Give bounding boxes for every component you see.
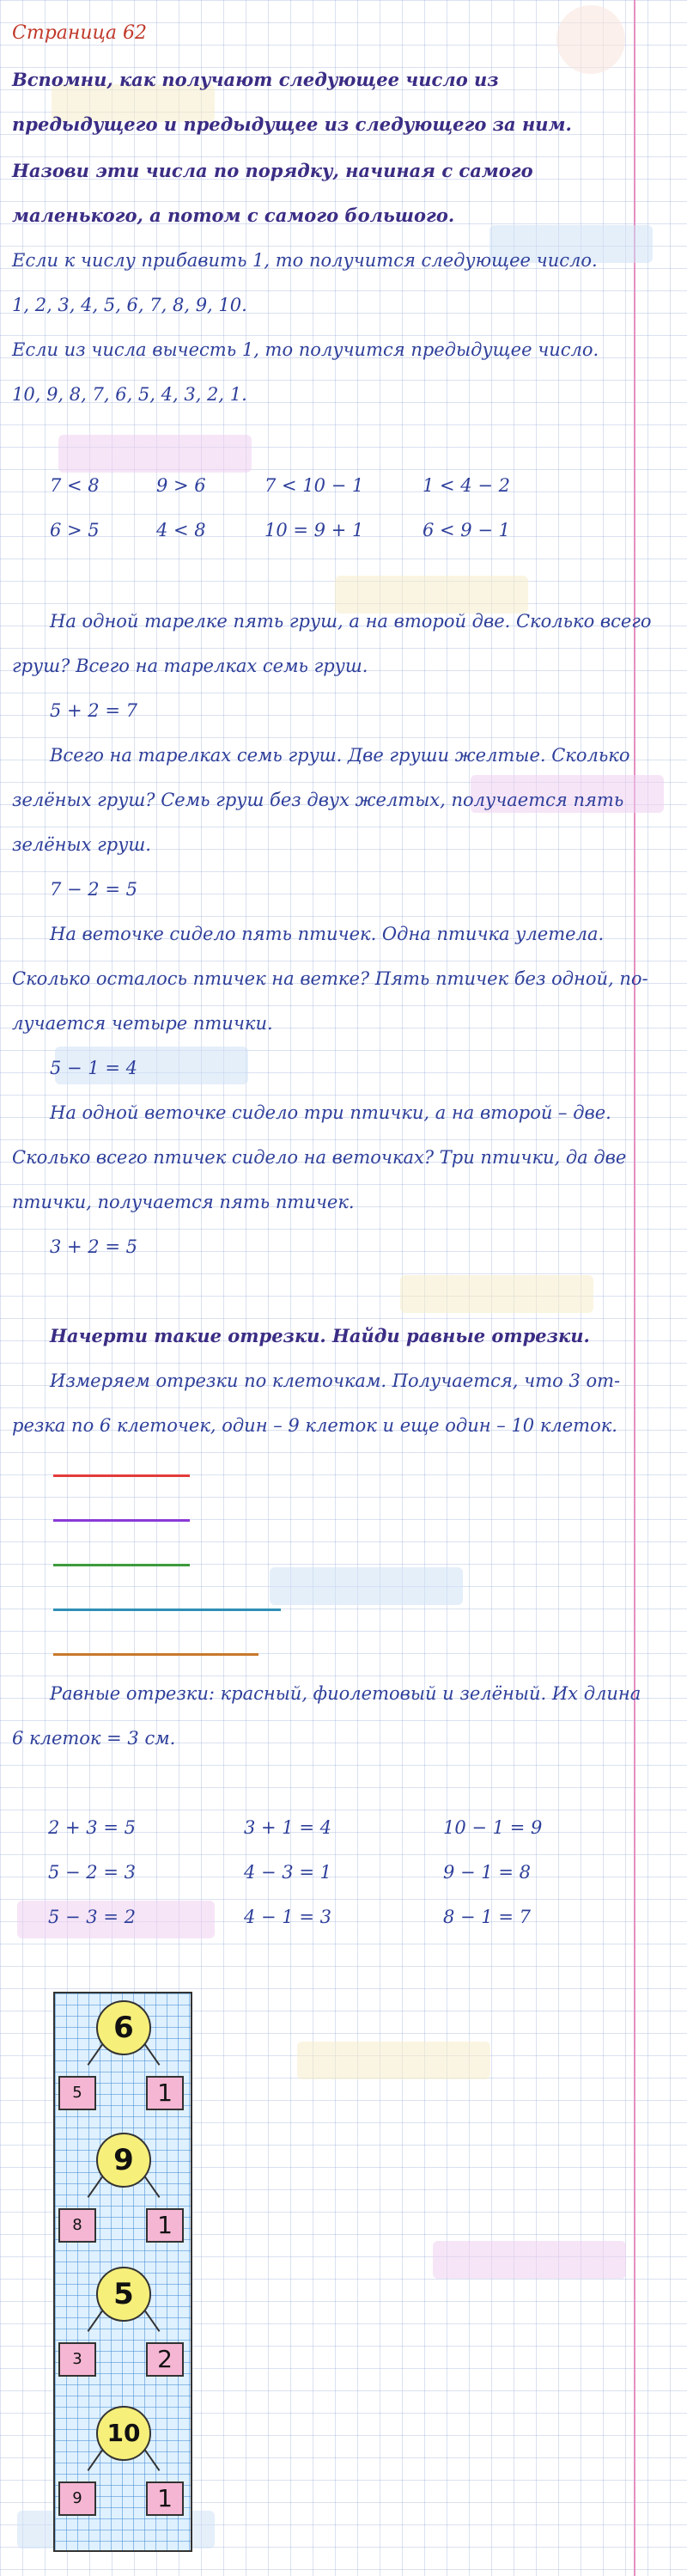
- comparison: 6 < 9 − 1: [423, 520, 510, 540]
- equation: 4 − 3 = 1: [244, 1862, 331, 1883]
- task-text: предыдущего и предыдущее из следующего за ним.: [12, 113, 572, 135]
- watermark: [400, 1275, 593, 1313]
- watermark: [58, 435, 252, 473]
- comparison: 7 < 10 − 1: [264, 475, 364, 496]
- problem-text: груш? Всего на тарелках семь груш.: [12, 656, 368, 676]
- tree-top-number: 9: [96, 2133, 151, 2188]
- equation: 10 − 1 = 9: [443, 1817, 543, 1838]
- watermark: [270, 1567, 463, 1605]
- tree-left-part: 8: [58, 2208, 96, 2243]
- task-text: Начерти такие отрезки. Найди равные отрезки.: [50, 1325, 590, 1346]
- problem-equation: 5 + 2 = 7: [50, 700, 137, 721]
- tree-branch: [88, 2043, 104, 2066]
- answer-text: Если из числа вычесть 1, то получится предыдущее число.: [12, 339, 599, 360]
- answer-text: 6 клеток = 3 см.: [12, 1728, 176, 1749]
- tree-left-part: 5: [58, 2076, 96, 2110]
- comparison: 6 > 5: [50, 520, 100, 540]
- watermark: [433, 2241, 626, 2279]
- segment-blue: [53, 1608, 281, 1611]
- equation: 5 − 2 = 3: [48, 1862, 136, 1883]
- page-label: Страница 62: [12, 22, 148, 44]
- equation: 9 − 1 = 8: [443, 1862, 531, 1883]
- tree-branch: [88, 2310, 104, 2332]
- task-text: Вспомни, как получают следующее число из: [12, 69, 499, 90]
- tree-branch: [88, 2449, 104, 2471]
- tree-top-number: 5: [96, 2267, 151, 2322]
- tree-branch: [144, 2310, 161, 2332]
- task-text: маленького, а потом с самого большого.: [12, 204, 455, 226]
- answer-text: Измеряем отрезки по клеточкам. Получается, что 3 от-: [50, 1370, 621, 1391]
- equation: 4 − 1 = 3: [244, 1907, 331, 1927]
- equation: 2 + 3 = 5: [48, 1817, 136, 1838]
- problem-text: На веточке сидело пять птичек. Одна птичка улетела.: [50, 924, 605, 944]
- answer-sequence: 1, 2, 3, 4, 5, 6, 7, 8, 9, 10.: [12, 295, 247, 315]
- task-text: Назови эти числа по порядку, начиная с самого: [12, 160, 533, 181]
- answer-text: Если к числу прибавить 1, то получится следующее число.: [12, 250, 598, 271]
- problem-text: На одной веточке сидело три птички, а на второй – две.: [50, 1102, 611, 1123]
- tree-branch: [88, 2176, 104, 2198]
- tree-branch: [144, 2176, 161, 2198]
- tree-top-number: 10: [96, 2406, 151, 2461]
- answer-sequence: 10, 9, 8, 7, 6, 5, 4, 3, 2, 1.: [12, 384, 247, 405]
- tree-branch: [144, 2449, 161, 2471]
- tree-branch: [144, 2043, 161, 2066]
- problem-text: зелёных груш? Семь груш без двух желтых, получается пять: [12, 790, 624, 810]
- problem-equation: 7 − 2 = 5: [50, 879, 137, 900]
- tree-right-part: 1: [146, 2481, 184, 2516]
- tree-top-number: 6: [96, 2000, 151, 2055]
- problem-text: Сколько осталось птичек на ветке? Пять птичек без одной, по-: [12, 968, 648, 989]
- comparison: 1 < 4 − 2: [423, 475, 510, 496]
- problem-equation: 5 − 1 = 4: [50, 1058, 137, 1078]
- watermark: [297, 2042, 490, 2079]
- problem-text: На одной тарелке пять груш, а на второй две. Сколько всего: [50, 611, 652, 632]
- tree-right-part: 2: [146, 2342, 184, 2377]
- tree-left-part: 3: [58, 2342, 96, 2377]
- problem-text: Всего на тарелках семь груш. Две груши желтые. Сколько: [50, 745, 630, 766]
- problem-text: лучается четыре птички.: [12, 1013, 273, 1034]
- comparison: 10 = 9 + 1: [264, 520, 364, 540]
- segment-orange: [53, 1653, 258, 1656]
- problem-equation: 3 + 2 = 5: [50, 1236, 137, 1257]
- segment-green: [53, 1564, 190, 1566]
- segment-purple: [53, 1519, 190, 1522]
- problem-text: Сколько всего птичек сидело на веточках? Три птички, да две: [12, 1147, 627, 1168]
- comparison: 9 > 6: [156, 475, 206, 496]
- equation: 5 − 3 = 2: [48, 1907, 136, 1927]
- mascot-watermark: [556, 5, 625, 74]
- comparison: 7 < 8: [50, 475, 100, 496]
- answer-text: резка по 6 клеточек, один – 9 клеток и еще один – 10 клеток.: [12, 1415, 617, 1436]
- equation: 8 − 1 = 7: [443, 1907, 531, 1927]
- comparison: 4 < 8: [156, 520, 206, 540]
- tree-right-part: 1: [146, 2076, 184, 2110]
- answer-text: Равные отрезки: красный, фиолетовый и зелёный. Их длина: [50, 1683, 641, 1704]
- tree-left-part: 9: [58, 2481, 96, 2516]
- tree-right-part: 1: [146, 2208, 184, 2243]
- problem-text: зелёных груш.: [12, 834, 151, 855]
- segment-red: [53, 1474, 190, 1477]
- watermark: [335, 576, 528, 613]
- number-composition-board: [53, 1992, 192, 2552]
- problem-text: птички, получается пять птичек.: [12, 1192, 355, 1212]
- page-margin-line: [634, 0, 635, 2576]
- equation: 3 + 1 = 4: [244, 1817, 331, 1838]
